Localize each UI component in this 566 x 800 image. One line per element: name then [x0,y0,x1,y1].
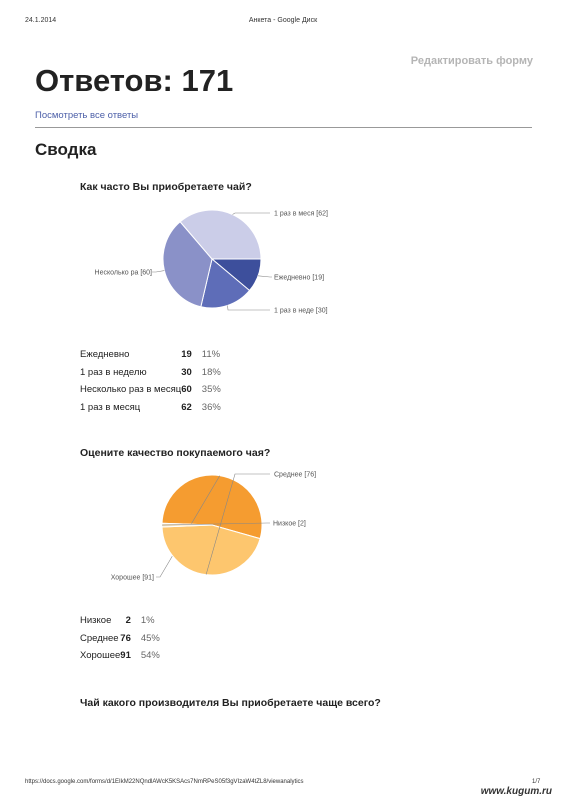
divider [35,127,532,128]
option-percent: 54% [140,650,160,661]
leader-line [258,276,272,277]
slice-label: Среднее [76] [274,471,317,479]
slice-label: Несколько ра [60] [94,269,152,277]
option-label: Низкое [80,615,112,626]
question-title: Как часто Вы приобретаете чай? [80,181,252,193]
option-percent: 1% [140,615,155,626]
edit-form-link[interactable]: Редактировать форму [410,55,533,67]
leader-line [228,306,271,311]
option-percent: 18% [201,366,221,378]
slice-label: Низкое [2] [273,520,306,528]
option-percent: 36% [201,401,221,413]
footer-url: https://docs.google.com/forms/d/1EIkM22NQndlAWcK5KSAcs7NmRPeS05f3gVIzaW4tZL8/viewanalytics [25,779,304,785]
print-date: 24.1.2014 [25,17,57,24]
stats-row [80,349,221,367]
option-label: Ежедневно [80,349,130,360]
option-label: Среднее [80,632,119,644]
watermark: www.kugum.ru [480,786,552,797]
option-count: 60 [181,384,192,395]
responses-count-title: Ответов: 171 [35,63,234,98]
pie-chart-purchase-frequency [60,200,360,325]
option-percent: 45% [140,632,160,644]
summary-heading: Сводка [35,140,97,159]
question-title: Оцените качество покупаемого чая? [80,447,271,459]
question-title: Чай какого производителя Вы приобретаете чаще всего? [80,697,381,709]
stats-row [80,615,160,633]
slice-label: Ежедневно [19] [274,274,325,282]
slice-label: 1 раз в неде [30] [274,307,328,315]
option-count: 62 [181,401,192,413]
option-count: 76 [120,632,131,644]
option-percent: 11% [201,349,221,360]
slice-label: Хорошее [91] [110,574,154,582]
stats-row [80,402,221,420]
leader-line [152,271,164,272]
stats-row [80,384,221,402]
stats-table [80,615,160,668]
option-count: 30 [181,366,192,378]
stats-row [80,650,160,668]
option-percent: 35% [201,384,221,395]
option-count: 19 [181,349,192,360]
option-count: 2 [125,615,131,626]
slice-label: 1 раз в меся [62] [274,210,328,218]
stats-table [80,349,221,419]
option-label: Хорошее [80,650,121,661]
view-all-responses-link[interactable]: Посмотреть все ответы [35,110,139,121]
page-number: 1/7 [532,779,541,785]
option-label: Несколько раз в месяц [80,384,182,395]
option-count: 91 [120,650,131,661]
option-label: 1 раз в неделю [80,366,147,378]
document-title: Анкета - Google Диск [248,17,318,24]
stats-row [80,367,221,385]
pie-chart-tea-quality [60,465,360,590]
leader-line [233,213,271,215]
option-label: 1 раз в месяц [80,401,141,413]
stats-row [80,633,160,651]
